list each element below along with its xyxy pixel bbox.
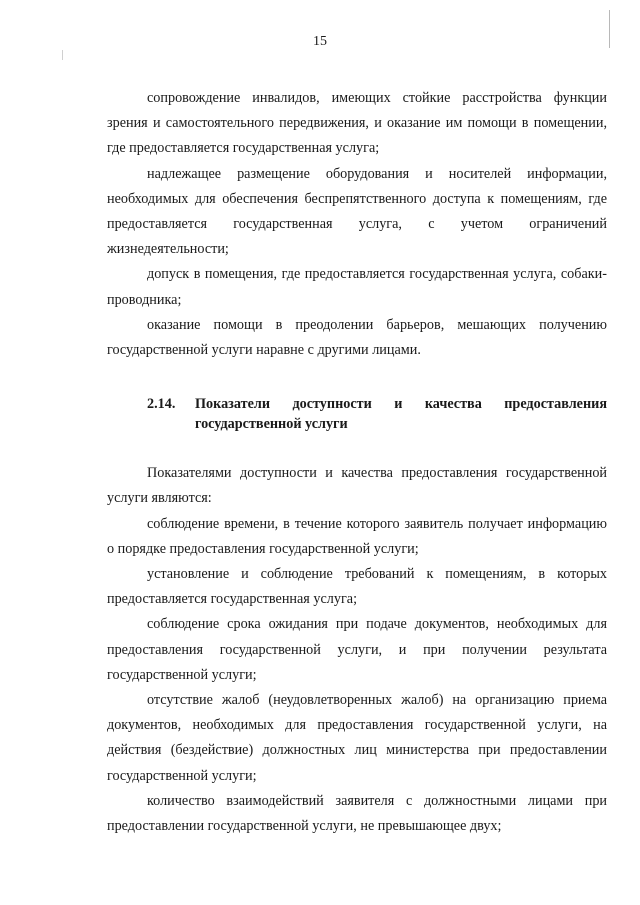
scan-edge-mark [62, 50, 63, 60]
paragraph: допуск в помещения, где предоставляется государственная услуга, собаки-проводника; [107, 266, 607, 308]
paragraph: надлежащее размещение оборудования и носителей информации, необходимых для обеспечения беспрепятственного доступа к помещениям, где предоставляется государственная услуга, с учетом ограничений жизнедеятельности; [107, 165, 607, 258]
section-heading [107, 394, 607, 434]
paragraph: соблюдение срока ожидания при подаче документов, необходимых для предоставления государственной услуги, и при получении результата государственной услуги; [107, 616, 607, 683]
section-number: 2.14. [147, 396, 176, 413]
page-number: 15 [313, 34, 327, 49]
paragraph: установление и соблюдение требований к помещениям, в которых предоставляется государственная услуга; [107, 566, 607, 608]
paragraph: оказание помощи в преодолении барьеров, мешающих получению государственной услуги наравне с другими лицами. [107, 316, 607, 359]
document-body [107, 86, 607, 839]
section-title: Показатели доступности и качества предоставления государственной услуги [195, 396, 607, 433]
paragraph: отсутствие жалоб (неудовлетворенных жалоб) на организацию приема документов, необходимых для предоставления государственной услуги, на действия (бездействие) должностных лиц министерства при предоставлении государственной услуги; [107, 692, 607, 784]
paragraph: сопровождение инвалидов, имеющих стойкие расстройства функции зрения и самостоятельного передвижения, и оказание им помощи в помещении, где предоставляется государственная услуга; [107, 90, 607, 157]
paragraph: количество взаимодействий заявителя с должностными лицами при предоставлении государственной услуги, не превышающее двух; [107, 792, 607, 835]
paragraph: Показателями доступности и качества предоставления государственной услуги являются: [107, 465, 607, 507]
paragraph: соблюдение времени, в течение которого заявитель получает информацию о порядке предоставления государственной услуги; [107, 515, 607, 557]
